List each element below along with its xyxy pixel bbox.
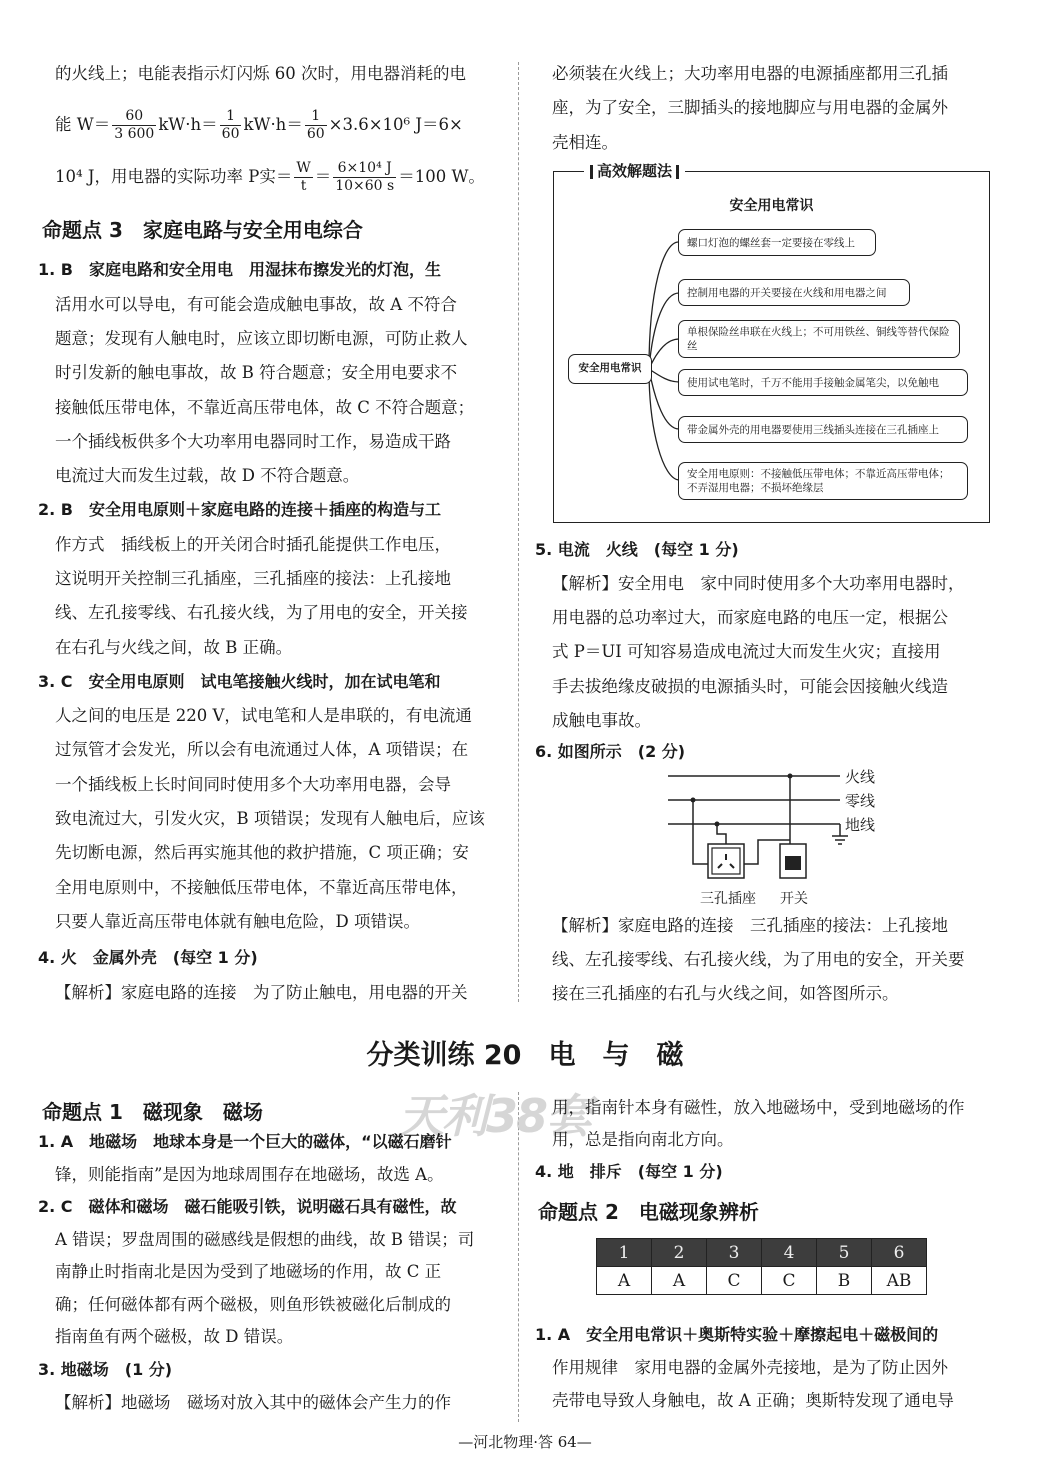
q1-line: 时引发新的触电事故，故 B 符合题意；安全用电要求不 [55,363,458,382]
fraction-den: 3 600 [114,125,155,142]
q4-line: 【解析】家庭电路的连接 为了防止触电，用电器的开关 [55,983,468,1002]
connector [649,293,679,369]
q3-line: 过氖管才会发光，所以会有电流通过人体，A 项错误；在 [55,740,469,759]
q2-line: 在右孔与火线之间，故 B 正确。 [55,638,293,657]
mindmap-branch: 单根保险丝串联在火线上；不可用铁丝、铜线等替代保险丝 [678,320,960,358]
calc-text: 能 W＝ [55,115,111,134]
m2-line: 1. A 安全用电常识＋奥斯特实验＋摩擦起电＋磁极间的 [535,1325,939,1344]
page-footer: —河北物理·答 64— [458,1433,592,1451]
section-heading: 命题点 2 电磁现象辨析 [538,1200,759,1224]
m1-line: 指南鱼有两个磁极，故 D 错误。 [55,1327,294,1346]
q2-line: 2. B 安全用电原则＋家庭电路的连接＋插座的构造与工 [38,500,441,519]
fraction-num: 60 [112,108,156,126]
fraction [220,108,242,143]
section-heading: 命题点 1 磁现象 磁场 [42,1100,263,1124]
calc-text: ＝ [314,167,332,186]
calc-text: ＝100 W。 [398,167,485,186]
label-ground: 地线 [845,816,876,834]
q1-line: 接触低压带电体，不靠近高压带电体，故 C 不符合题意； [55,398,475,417]
calc-text: kW·h＝ [243,115,303,134]
q3-line: 致电流过大，引发火灾，B 项错误；发现有人触电后，应该 [55,809,485,828]
fraction-num: 1 [220,108,242,126]
m1-line: A 错误；罗盘周围的磁感线是假想的曲线，故 B 错误；司 [55,1230,475,1249]
right-line: 必须装在火线上；大功率用电器的电源插座都用三孔插 [552,64,948,83]
answer-table [596,1238,927,1295]
q6-line: 【解析】家庭电路的连接 三孔插座的接法：上孔接地 [552,916,948,935]
m1-right-line: 4. 地 排斥 (每空 1 分) [535,1162,723,1181]
q1-line: 电流过大而发生过载，故 D 不符合题意。 [55,466,360,485]
fraction-den: 60 [306,125,325,142]
mindmap-branch: 带金属外壳的用电器要使用三线插头连接在三孔插座上 [678,416,968,443]
table-header-cell: 5 [817,1239,872,1267]
calc-text: kW·h＝ [158,115,218,134]
fraction-den: 10×60 s [335,177,395,194]
section-heading: 命题点 3 家庭电路与安全用电综合 [42,218,363,242]
table-header-cell: 3 [707,1239,762,1267]
q5-line: 5. 电流 火线 (每空 1 分) [535,540,739,559]
label-switch: 开关 [780,891,808,907]
neutral-lead [693,800,708,864]
q2-line: 线、左孔接零线、右孔接火线，为了用电的安全，开关接 [55,603,468,622]
label-neutral: 零线 [845,792,876,810]
m1-line: 3. 地磁场 (1 分) [38,1360,173,1379]
fraction-num: 6×10⁴ J [333,160,396,178]
table-header-cell: 4 [762,1239,817,1267]
connector [649,369,679,480]
fraction [305,108,327,143]
q4-line: 4. 火 金属外壳 (每空 1 分) [38,948,258,967]
m2-line: 壳带电导致人身触电，故 A 正确；奥斯特发现了通电导 [552,1391,954,1410]
label-live: 火线 [845,768,876,786]
answer-table-header [597,1239,927,1267]
watermark-logo: 天利38套 [398,1089,591,1143]
q3-line: 一个插线板上长时间同时使用多个大功率用电器，会导 [55,775,451,794]
table-cell: A [652,1267,707,1295]
q1-line: 1. B 家庭电路和安全用电 用湿抹布擦发光的灯泡，生 [38,260,441,279]
table-header-cell: 6 [872,1239,927,1267]
right-line: 座，为了安全，三脚插头的接地脚应与用电器的金属外 [552,98,948,117]
q6-line: 6. 如图所示 (2 分) [535,742,686,761]
m2-line: 作用规律 家用电器的金属外壳接地，是为了防止因外 [552,1358,948,1377]
mindmap-title: 安全用电常识 [729,198,814,214]
calc-line-2 [55,108,463,142]
switch-rocker [785,856,801,870]
table-header-cell: 2 [652,1239,707,1267]
fraction [333,160,396,195]
socket-symbol [708,844,744,878]
fraction [294,160,312,195]
right-line: 壳相连。 [552,133,618,152]
q6-line: 线、左孔接零线、右孔接火线，为了用电的安全，开关要 [552,950,965,969]
q2-line: 这说明开关控制三孔插座，三孔插座的接法：上孔接地 [55,569,451,588]
fraction-num: W [296,159,311,176]
q1-line: 题意；发现有人触电时，应该立即切断电源，可防止救人 [55,329,468,348]
q1-line: 活用水可以导电，有可能会造成触电事故，故 A 不符合 [55,295,457,314]
mindmap-branch: 使用试电笔时，千万不能用手接触金属笔尖，以免触电 [678,369,968,396]
answer-table-row [597,1267,927,1295]
q3-line: 全用电原则中，不接触低压带电体，不靠近高压带电体， [55,878,468,897]
mindmap-center: 安全用电常识 [568,354,652,384]
table-header-cell: 1 [597,1239,652,1267]
m1-line: 2. C 磁体和磁场 磁石能吸引铁，说明磁石具有磁性，故 [38,1197,457,1216]
table-cell: AB [872,1267,927,1295]
connector [649,369,679,382]
table-cell: B [817,1267,872,1295]
q3-line: 3. C 安全用电原则 试电笔接触火线时，加在试电笔和 [38,672,441,691]
q5-line: 式 P＝UI 可知容易造成电流过大而发生火灾；直接用 [552,642,941,661]
q3-line: 只要人靠近高压带电体就有触电危险，D 项错误。 [55,912,420,931]
fraction-num: 1 [305,108,327,126]
mindmap-branch: 螺口灯泡的螺丝套一定要接在零线上 [678,229,876,256]
calc-text: 10⁴ J，用电器的实际功率 P实＝ [55,167,293,186]
fraction-den: t [300,177,307,194]
q1-line: 一个插线板供多个大功率用电器同时工作，易造成干路 [55,432,451,451]
mindmap-branch: 控制用电器的开关要接在火线和用电器之间 [678,279,910,306]
table-cell: C [707,1267,762,1295]
q2-line: 作方式 插线板上的开关闭合时插孔能提供工作电压， [55,535,451,554]
calc-text: ×3.6×10⁶ J＝6× [328,115,463,134]
m1-line: 锋，则能指南”是因为地球周围存在地磁场，故选 A。 [55,1165,444,1184]
table-cell: C [762,1267,817,1295]
q5-line: 手去拔绝缘皮破损的电源插头时，可能会因接触火线造 [552,677,948,696]
calc-line-1: 的火线上；电能表指示灯闪烁 60 次时，用电器消耗的电 [55,64,466,83]
m1-right-line: 用，总是指向南北方向。 [552,1130,734,1149]
m1-line: 1. A 地磁场 地球本身是一个巨大的磁体，“以磁石磨针 [38,1132,452,1151]
q3-line: 人之间的电压是 220 V，试电笔和人是串联的，有电流通 [55,706,472,725]
m1-line: 【解析】地磁场 磁场对放入其中的磁体会产生力的作 [55,1393,451,1412]
label-socket: 三孔插座 [700,891,756,907]
q5-line: 用电器的总功率过大，而家庭电路的电压一定，根据公 [552,608,948,627]
fraction-den: 60 [221,125,240,142]
ground-socket-lead [717,824,726,844]
fraction [112,108,156,143]
table-cell: A [597,1267,652,1295]
column-divider [518,62,519,1002]
chapter-title: 分类训练 20 电 与 磁 [366,1040,684,1071]
m1-right-line: 用，指南针本身有磁性，放入地磁场中，受到地磁场的作 [552,1098,965,1117]
q6-line: 接在三孔插座的右孔与火线之间，如答图所示。 [552,984,899,1003]
m1-line: 南静止时指南北是因为受到了地磁场的作用，故 C 正 [55,1262,442,1281]
q3-line: 先切断电源，然后再实施其他的救护措施，C 项正确；安 [55,843,469,862]
q5-line: 成触电事故。 [552,711,651,730]
mindmap-tag-label: 高效解题法 [597,162,673,180]
connector [649,339,679,369]
q5-line: 【解析】安全用电 家中同时使用多个大功率用电器时， [552,574,965,593]
mindmap-branch: 安全用电原则：不接触低压带电体；不靠近高压带电体；不弄湿用电器；不损坏绝缘层 [678,462,968,500]
m1-line: 确；任何磁体都有两个磁极，则鱼形铁被磁化后制成的 [55,1295,451,1314]
calc-line-3 [55,160,485,194]
